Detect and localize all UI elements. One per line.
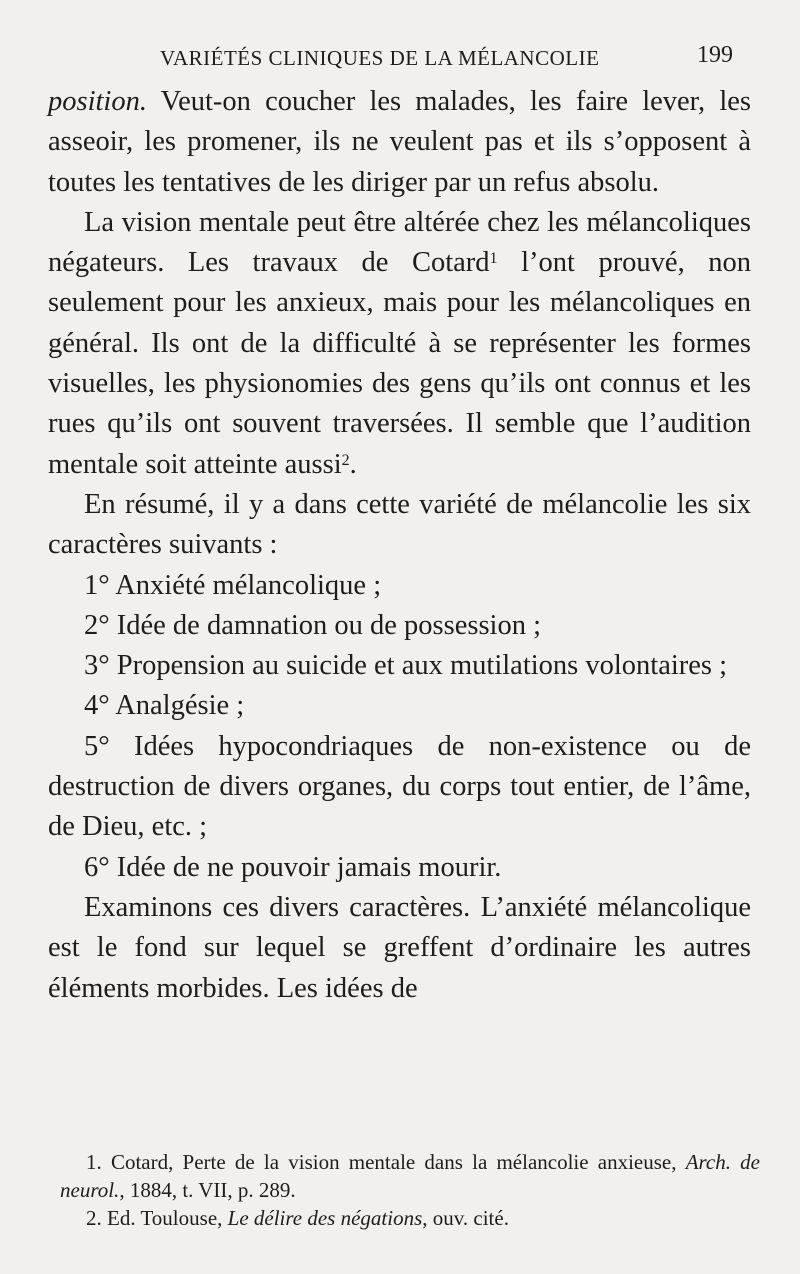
running-head <box>0 42 800 76</box>
footnote-text: 2. Ed. Toulouse, <box>86 1206 228 1230</box>
footnotes <box>60 1148 760 1232</box>
list-item: 3° Propension au suicide et aux mutilations volontaires ; <box>84 650 728 682</box>
paragraph-text: l’ont prouvé, non seulement pour les anxieux, mais pour les mélancoliques en général. Ils ont de la difficulté à se représenter les formes visuelles, les physionomies des gens qu’ils ont connus et les rues qu’ils ont souvent traversées. Il semble que l’audition mentale soit atteinte aussi <box>48 247 751 480</box>
footnote-2 <box>60 1204 760 1232</box>
paragraph-text: La vision mentale peut être altérée chez les mélancoliques négateurs. Les travaux de Cotard <box>48 206 751 279</box>
paragraph-continuation <box>48 82 751 203</box>
footnote-title: Le délire des négations <box>227 1206 423 1230</box>
footnote-journal: Arch. de neurol. <box>60 1150 760 1202</box>
footnote-text: , 1884, t. VII, p. 289. <box>119 1178 296 1202</box>
footnote-ref-1: 1 <box>489 250 498 268</box>
paragraph-examinons: Examinons ces divers caractères. L’anxiété mélancolique est le fond sur lequel se greffent d’ordinaire les autres éléments morbides. Les idées de <box>48 891 751 1004</box>
footnote-text: 1. Cotard, Perte de la vision mentale dans la mélancolie anxieuse, <box>86 1150 686 1174</box>
list-item: 6° Idée de ne pouvoir jamais mourir. <box>84 851 502 883</box>
footnote-ref-2: 2 <box>341 451 350 469</box>
italic-word: position. <box>48 86 147 117</box>
running-title: VARIÉTÉS CLINIQUES DE LA MÉLANCOLIE <box>160 46 600 70</box>
footnote-1 <box>60 1148 760 1204</box>
footnote-text: , ouv. cité. <box>422 1206 509 1230</box>
paragraph-end: . <box>349 448 357 480</box>
list-item: 4° Analgésie ; <box>84 690 245 722</box>
paragraph-text: Veut-on coucher les malades, les faire lever, les asseoir, les promener, ils ne veulent pas et ils s’opposent à toutes les tentatives de les diriger par un refus absolu. <box>48 86 751 198</box>
list-item: 2° Idée de damnation ou de possession ; <box>84 609 542 641</box>
list-item: 1° Anxiété mélancolique ; <box>84 569 382 601</box>
page-number: 199 <box>697 42 733 68</box>
paragraph-vision-mentale <box>48 203 751 485</box>
paragraph-resume: En résumé, il y a dans cette variété de mélancolie les six caractères suivants : <box>48 488 751 561</box>
body-text <box>48 82 751 1009</box>
list-item: 5° Idées hypocondriaques de non-existence ou de destruction de divers organes, du corps tout entier, de l’âme, de Dieu, etc. ; <box>48 730 751 843</box>
